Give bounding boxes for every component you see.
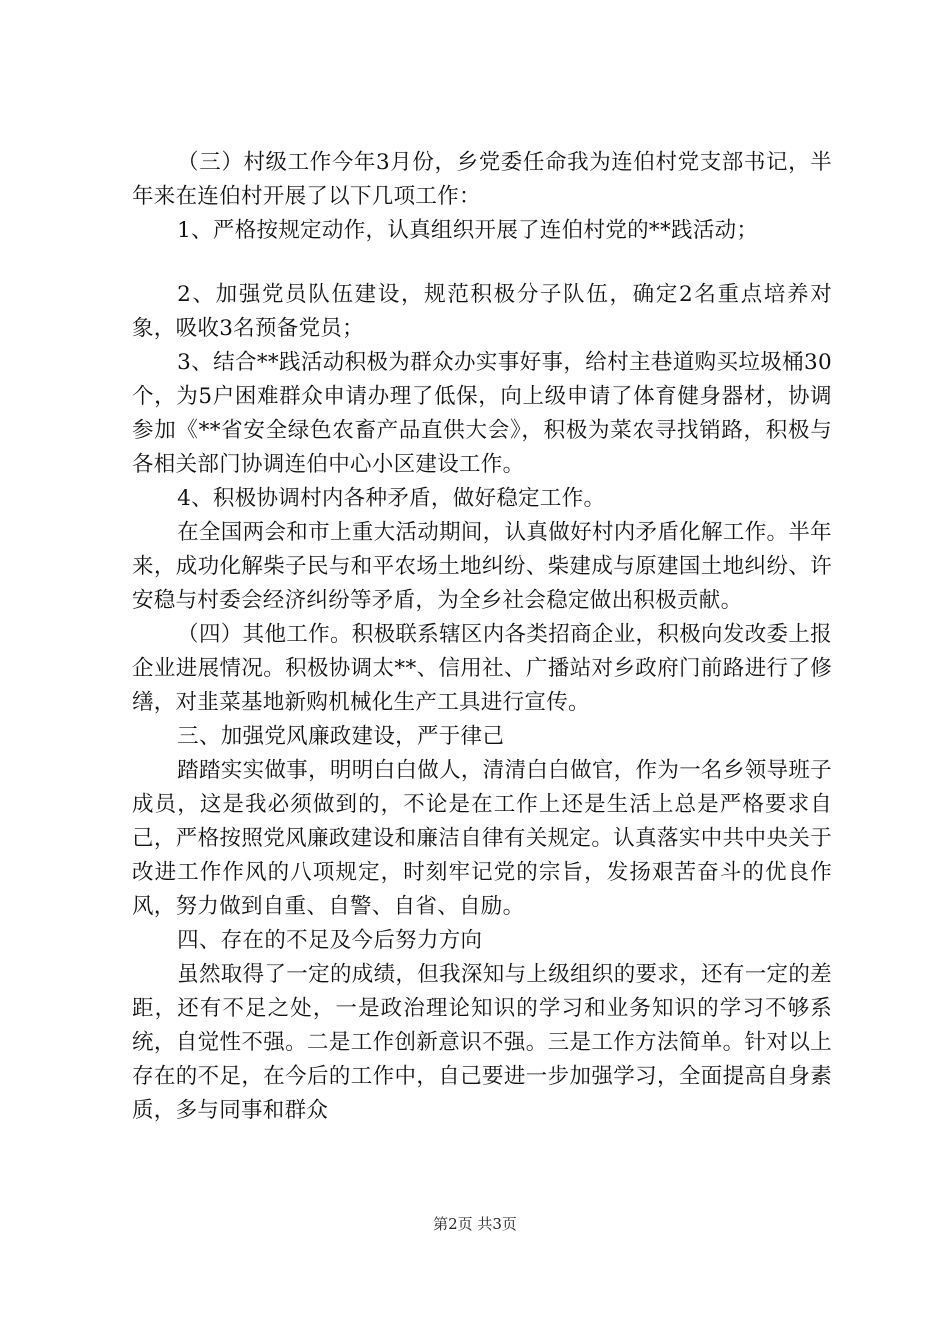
- section-heading-shortcomings: 四、存在的不足及今后努力方向: [177, 928, 483, 953]
- paragraph-village-work: （三）村级工作今年3月份，乡党委任命我为连伯村党支部书记，半年来在连伯村开展了以下几项工作：: [132, 150, 832, 209]
- paragraph-conflict-resolution: 在全国两会和市上重大活动期间，认真做好村内矛盾化解工作。半年来，成功化解柴子民与和平农场土地纠纷、柴建成与原建国土地纠纷、许安稳与村委会经济纠纷等矛盾，为全乡社会稳定做出积极贡献。: [132, 520, 832, 613]
- page-number-footer: 第2页 共3页: [433, 1215, 517, 1233]
- section-heading-integrity: 三、加强党风廉政建设，严于律己: [177, 724, 505, 749]
- document-body: [132, 146, 832, 1128]
- paragraph-other-work: （四）其他工作。积极联系辖区内各类招商企业，积极向发改委上报企业进展情况。积极协调太**、信用社、广播站对乡政府门前路进行了修缮，对韭菜基地新购机械化生产工具进行宣传。: [132, 622, 832, 715]
- paragraph-item-2: 2、加强党员队伍建设，规范积极分子队伍，确定2名重点培养对象，吸收3名预备党员；: [132, 282, 832, 341]
- paragraph-integrity: 踏踏实实做事，明明白白做人，清清白白做官，作为一名乡领导班子成员，这是我必须做到的，不论是在工作上还是生活上总是严格要求自己，严格按照党风廉政建设和廉洁自律有关规定。认真落实中共中央关于改进工作作风的八项规定，时刻牢记党的宗旨，发扬艰苦奋斗的优良作风，努力做到自重、自警、自省、自励。: [132, 758, 832, 919]
- paragraph-shortcomings: 虽然取得了一定的成绩，但我深知与上级组织的要求，还有一定的差距，还有不足之处，一是政治理论知识的学习和业务知识的学习不够系统，自觉性不强。二是工作创新意识不强。三是工作方法简单。针对以上存在的不足，在今后的工作中，自己要进一步加强学习，全面提高自身素质，多与同事和群众: [132, 962, 832, 1123]
- paragraph-item-1: 1、严格按规定动作，认真组织开展了连伯村党的**践活动；: [177, 218, 759, 243]
- paragraph-item-3: 3、结合**践活动积极为群众办实事好事，给村主巷道购买垃圾桶30个，为5户困难群众申请办理了低保，向上级申请了体育健身器材，协调参加《**省安全绿色农畜产品直供大会》，积极为菜农寻找销路，积极与各相关部门协调连伯中心小区建设工作。: [132, 350, 832, 477]
- paragraph-item-4: 4、积极协调村内各种矛盾，做好稳定工作。: [177, 486, 606, 511]
